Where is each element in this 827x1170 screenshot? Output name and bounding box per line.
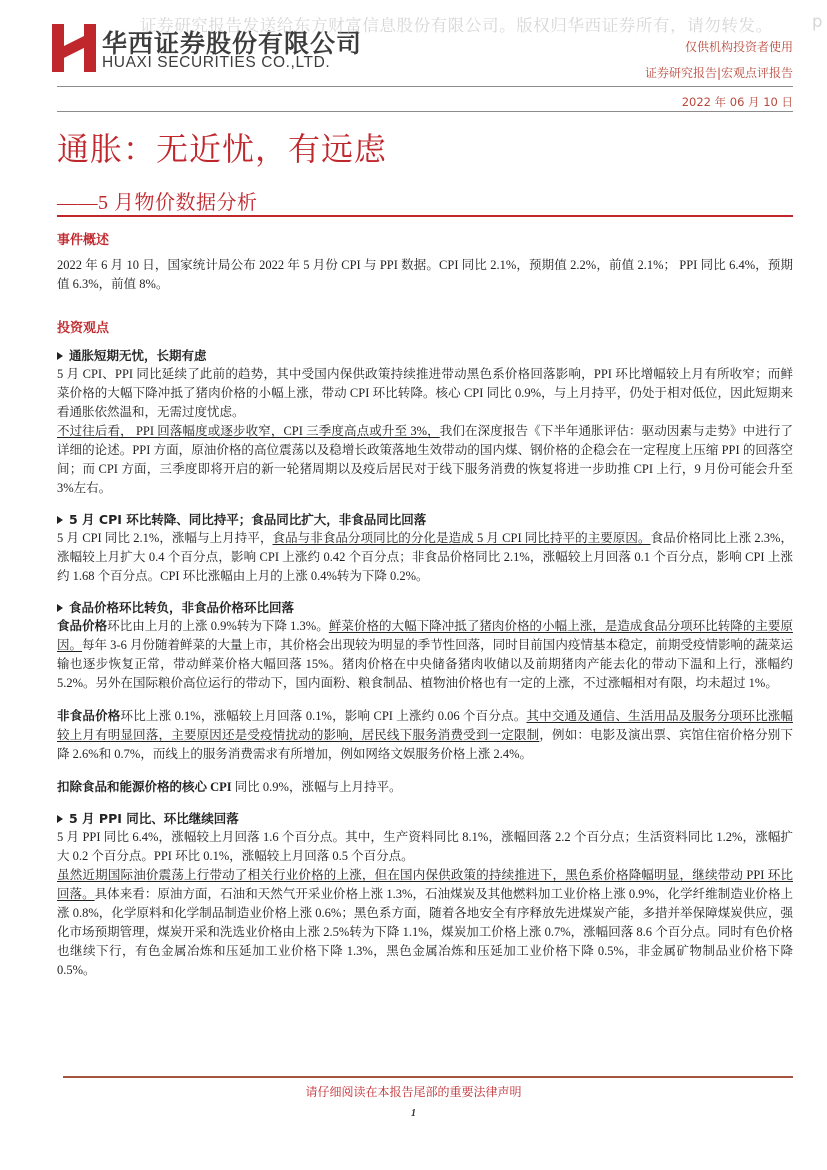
date-divider [57,111,793,112]
point-ppi [57,809,793,980]
point-heading-text: 5 月 PPI 同比、环比继续回落 [69,811,239,826]
underlined-text: 鲜菜价格的大幅下降冲抵了猪肉价格的小幅上涨，是造成食品分项环比转降的主要原因。 [57,619,793,652]
point-food-nonfood [57,598,793,797]
paragraph [57,617,793,693]
header-divider [57,86,793,87]
page-subtitle: ——5 月物价数据分析 [57,192,258,214]
paragraph [57,828,793,866]
point-heading-text: 通胀短期无忧，长期有虑 [69,348,207,363]
footer-divider [63,1076,793,1078]
bold-text: 扣除食品和能源价格的核心 CPI [57,780,232,794]
views-points [57,346,793,980]
bullet-triangle-icon [57,516,63,524]
underlined-text: 食品与非食品分项同比的分化是造成 5 月 CPI 同比持平的主要原因。 [272,531,651,545]
page-number: 1 [411,1108,416,1119]
paragraph-text: 我们在深度报告《下半年通胀评估：驱动因素与走势》中进行了详细的论述。PPI 方面，原油价格的高位震荡以及稳增长政策落地生效带动的国内煤、钢价格的企稳会在一定程度上压缩 PPI 的回落空间；而 CPI 方面，三季度即将开启的新一轮猪周期以及疫后居民对于线下服务消费的恢复将进一步助推 CPI 上行，9 月份可能会升至 3%左右。 [57,424,793,495]
paragraph [57,778,793,797]
audience-label: 仅供机构投资者使用 [684,40,793,54]
legal-disclaimer: 请仔细阅读在本报告尾部的重要法律声明 [305,1085,522,1099]
paragraph-text: 环比上涨 0.1%，涨幅较上月回落 0.1%，影响 CPI 上涨约 0.06 个百分点。 [120,709,527,723]
point-heading [57,346,793,365]
paragraph [57,529,793,586]
paragraph-text: 环比由上月的上涨 0.9%转为下降 1.3%。 [107,619,329,633]
bullet-triangle-icon [57,352,63,360]
section-heading-views: 投资观点 [57,321,110,336]
paragraph-text: 同比 0.9%，涨幅与上月持平。 [231,780,402,794]
paragraph-text: 每年 3-6 月份随着鲜菜的大量上市，其价格会出现较为明显的季节性回落，同时目前国内疫情基本稳定，前期受疫情影响的蔬菜运输也逐步恢复正常，带动鲜菜价格大幅回落 15%。猪肉价格在中央储备猪肉收储以及前期猪肉产能去化的带动下温和上行，涨幅约 5.2%。另外在国际粮价高位运行的带动下，国内面粉、粮食制品、植物油价格也有一定的上涨，不过涨幅相对有限，均未超过 1%。 [57,638,793,690]
watermark-tail: p [812,12,823,31]
paragraph-text: ，例如：电影及演出票、宾馆住宿价格分别下降 2.6%和 0.7%，而线上的服务消费需求有所增加，例如网络文娱服务价格上涨 2.4%。 [57,728,793,761]
company-name-en: HUAXI SECURITIES CO.,LTD. [102,54,331,71]
paragraph [57,707,793,764]
bullet-triangle-icon [57,604,63,612]
bullet-triangle-icon [57,815,63,823]
title-divider [57,215,793,217]
paragraph [57,422,793,498]
paragraph-text: 具体来看：原油方面，石油和天然气开采业价格上涨 1.3%，石油煤炭及其他燃料加工业价格上涨 0.9%，化学纤维制造业价格上涨 0.8%，化学原料和化学制品制造业价格上涨 0.6%；黑色系方面，随着各地安全有序释放先进煤炭产能，多措并举保障煤炭供应，强化市场预期管理，煤炭开采和洗选业价格由上涨 2.5%转为下降 1.1%，煤炭加工价格上涨 0.7%，涨幅回落 8.6 个百分点。同时有色价格也继续下行，有色金属冶炼和压延加工业价格下降 1.3%，黑色金属冶炼和压延加工业价格下降 0.5%，非金属矿物制品业价格下降 0.5%。 [57,887,793,977]
point-heading [57,598,793,617]
event-paragraph [57,256,793,294]
paragraph-text: 5 月 CPI 同比 2.1%，涨幅与上月持平， [57,531,273,545]
paragraph [57,365,793,422]
paragraph-text: 食品价格同比上涨 2.3%，涨幅较上月扩大 0.4 个百分点，影响 CPI 上涨约 0.42 个百分点；非食品价格同比 2.1%，涨幅较上月回落 0.1 个百分点，影响 CPI 上涨约 1.68 个百分点。CPI 环比涨幅由上月的上涨 0.4%转为下降 0.2%。 [57,531,793,583]
bold-text: 食品价格 [57,619,108,633]
section-heading-event: 事件概述 [57,233,110,248]
point-heading [57,809,793,828]
watermark-text: 证券研究报告发送给东方财富信息股份有限公司。版权归华西证券所有，请勿转发。 [140,16,773,35]
company-name-cn: 华西证券股份有限公司 [102,30,363,58]
report-body [57,232,793,980]
point-cpi [57,510,793,586]
event-text: 2022 年 6 月 10 日，国家统计局公布 2022 年 5 月份 CPI 与 PPI 数据。CPI 同比 2.1%，预期值 2.2%，前值 2.1%； PPI 同比 6.4%，预期值 6.3%，前值 8%。 [57,258,793,291]
underlined-text: 虽然近期国际油价震荡上行带动了相关行业价格的上涨，但在国内保供政策的持续推进下，黑色系价格降幅明显，继续带动 PPI 环比回落。 [57,868,793,901]
paragraph-text: 5 月 PPI 同比 6.4%，涨幅较上月回落 1.6 个百分点。其中，生产资料同比 8.1%，涨幅回落 2.2 个百分点；生活资料同比 1.2%，涨幅扩大 0.2 个百分点。PPI 环比 0.1%，涨幅较上月回落 0.5 个百分点。 [57,830,793,863]
bold-text: 非食品价格 [57,709,121,723]
point-inflation-outlook [57,346,793,498]
huaxi-logo-icon [52,24,96,72]
report-type-label: 证券研究报告|宏观点评报告 [644,66,793,80]
paragraph [57,866,793,980]
underlined-text: 其中交通及通信、生活用品及服务分项环比涨幅较上月有明显回落，主要原因还是受疫情扰动的影响，居民线下服务消费受到一定限制 [57,709,793,742]
point-heading [57,510,793,529]
report-date: 2022 年 06 月 10 日 [681,95,793,109]
page-title: 通胀：无近忧，有远虑 [57,131,388,167]
underlined-text: 不过往后看， PPI 回落幅度或逐步收窄，CPI 三季度高点或升至 3%， [57,424,440,438]
point-heading-text: 食品价格环比转负，非食品价格环比回落 [69,600,295,615]
point-heading-text: 5 月 CPI 环比转降、同比持平；食品同比扩大，非食品同比回落 [69,512,427,527]
paragraph-text: 5 月 CPI、PPI 同比延续了此前的趋势，其中受国内保供政策持续推进带动黑色系价格回落影响，PPI 环比增幅较上月有所收窄；而鲜菜价格的大幅下降冲抵了猪肉价格的小幅上涨，带动 CPI 环比转降。核心 CPI 同比 0.9%，与上月持平，仍处于相对低位，因此短期来看通胀依然温和，无需过度忧虑。 [57,367,793,419]
